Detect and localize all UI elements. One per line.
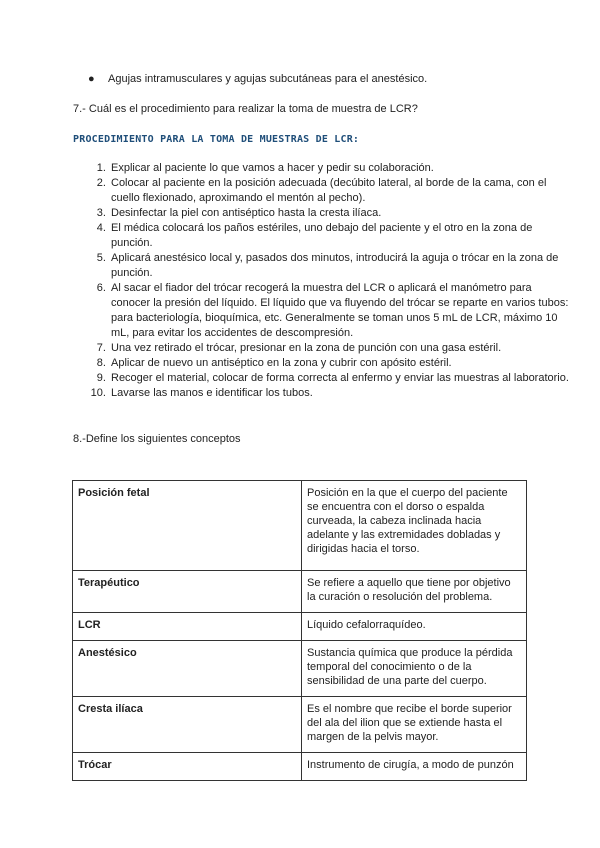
concept-term: Cresta ilíaca <box>73 697 302 753</box>
question-7: 7.- Cuál es el procedimiento para realizar la toma de muestra de LCR? <box>73 103 418 115</box>
procedure-step: 1. Explicar al paciente lo que vamos a hacer y pedir su colaboración. <box>109 161 569 176</box>
concept-term: Posición fetal <box>73 481 302 571</box>
table-row <box>73 481 527 571</box>
procedure-step: 8. Aplicar de nuevo un antiséptico en la zona y cubrir con apósito estéril. <box>109 356 569 371</box>
concept-definition: Instrumento de cirugía, a modo de punzón <box>302 753 527 781</box>
concepts-table <box>72 480 527 781</box>
table-row <box>73 571 527 613</box>
question-8: 8.-Define los siguientes conceptos <box>73 433 241 445</box>
table-row <box>73 641 527 697</box>
procedure-step: 4. El médica colocará los paños estériles, uno debajo del paciente y el otro en la zona de punción. <box>109 221 569 251</box>
concept-definition: Sustancia química que produce la pérdida temporal del conocimiento o de la sensibilidad de una parte del cuerpo. <box>302 641 527 697</box>
bullet-text: Agujas intramusculares y agujas subcutáneas para el anestésico. <box>108 73 428 85</box>
table-row <box>73 613 527 641</box>
table-row <box>73 753 527 781</box>
procedure-step: 9. Recoger el material, colocar de forma correcta al enfermo y enviar las muestras al laboratorio. <box>109 371 569 386</box>
procedure-step: 7. Una vez retirado el trócar, presionar en la zona de punción con una gasa estéril. <box>109 341 569 356</box>
procedure-step: 10. Lavarse las manos e identificar los tubos. <box>109 386 569 401</box>
concept-definition: Posición en la que el cuerpo del paciente se encuentra con el dorso o espalda curveada, la cabeza inclinada hacia adelante y las extremidades dobladas y dirigidas hacia el torso. <box>302 481 527 571</box>
concept-term: Trócar <box>73 753 302 781</box>
concept-term: Anestésico <box>73 641 302 697</box>
table-row <box>73 697 527 753</box>
procedure-step: 5. Aplicará anestésico local y, pasados dos minutos, introducirá la aguja o trócar en la zona de punción. <box>109 251 569 281</box>
procedure-step: 6. Al sacar el fiador del trócar recogerá la muestra del LCR o aplicará el manómetro para conocer la presión del líquido. El líquido que va fluyendo del trócar se reparte en varios tubos: para bacteriología, bioquímica, etc. Generalmente se toman unos 5 mL de LCR, máximo 10 mL, para evitar los accidentes de descompresión. <box>109 281 569 341</box>
concept-definition: Es el nombre que recibe el borde superior del ala del ilion que se extiende hasta el margen de la pelvis mayor. <box>302 697 527 753</box>
procedure-title: PROCEDIMIENTO PARA LA TOMA DE MUESTRAS DE LCR: <box>73 134 360 145</box>
procedure-step: 3. Desinfectar la piel con antiséptico hasta la cresta ilíaca. <box>109 206 569 221</box>
concept-definition: Se refiere a aquello que tiene por objetivo la curación o resolución del problema. <box>302 571 527 613</box>
bullet-icon: ● <box>88 73 95 85</box>
concept-definition: Líquido cefalorraquídeo. <box>302 613 527 641</box>
concept-term: Terapéutico <box>73 571 302 613</box>
concept-term: LCR <box>73 613 302 641</box>
procedure-steps-list <box>73 161 569 401</box>
procedure-step: 2. Colocar al paciente en la posición adecuada (decúbito lateral, al borde de la cama, con el cuello flexionado, aproximando el mentón al pecho). <box>109 176 569 206</box>
